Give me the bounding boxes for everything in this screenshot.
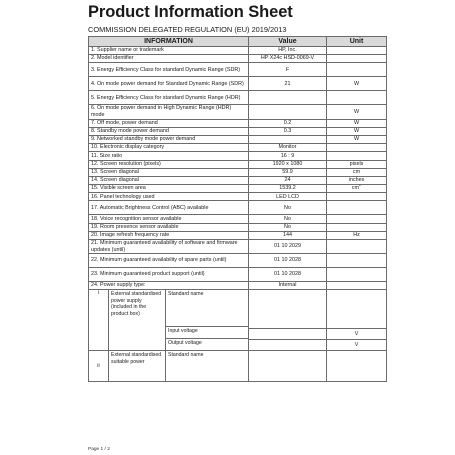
- row-value: LED LCD: [249, 193, 327, 201]
- row-unit: [327, 77, 387, 91]
- ps-ii-unit: [327, 351, 387, 382]
- table-row: [89, 127, 387, 135]
- row-label: 17. Automatic Brightness Control (ABC) available: [89, 201, 249, 215]
- row-label: 13. Screen diagonal: [89, 168, 249, 176]
- row-value: Monitor: [249, 144, 327, 152]
- row-label: 14. Screen diagonal: [89, 176, 249, 184]
- row-unit-superscript: 2: [358, 184, 362, 188]
- table-row: [89, 176, 387, 184]
- row-value: HP, Inc.: [249, 47, 327, 55]
- row-value: 01 10 2029: [249, 240, 327, 254]
- row-unit-text: pixels: [349, 160, 364, 167]
- ps-i-output-voltage: Output voltage: [168, 340, 202, 347]
- row-unit: [327, 135, 387, 143]
- ps-ii-cell: [109, 351, 249, 382]
- row-label: 1. Supplier name or trademark: [89, 47, 249, 55]
- ps-i-standard-name-row: [89, 290, 387, 328]
- row-value: No: [249, 223, 327, 231]
- row-value: No: [249, 201, 327, 215]
- row-unit: [327, 176, 387, 184]
- row-unit-text: W: [353, 119, 360, 126]
- row-unit: [327, 144, 387, 152]
- row-value: 1539.2: [249, 185, 327, 193]
- table-row: [89, 55, 387, 63]
- table-row: [89, 160, 387, 168]
- ps-i-output-voltage-value: [249, 340, 327, 351]
- header-information: INFORMATION: [89, 37, 249, 47]
- row-label: 20. Image refresh frequency rate: [89, 231, 249, 239]
- row-value: 16 : 9: [249, 152, 327, 160]
- row-label: 9. Networked standby mode power demand: [89, 135, 249, 143]
- row-label: 3. Energy Efficiency Class for standard Dynamic Range (SDR): [89, 63, 249, 77]
- regulation-subtitle: COMMISSION DELEGATED REGULATION (EU) 2019/2013: [88, 25, 287, 34]
- row-label: 23. Minimum guaranteed product support (until): [89, 268, 249, 282]
- row-unit: [327, 152, 387, 160]
- table-row: [89, 105, 387, 119]
- row-label: 2. Model identifier: [89, 55, 249, 63]
- table-row: [89, 254, 387, 268]
- table-row: [89, 91, 387, 105]
- row-value: [249, 135, 327, 143]
- table-row: [89, 240, 387, 254]
- row-value: 0.3: [249, 127, 327, 135]
- row-label: 19. Room presence sensor available: [89, 223, 249, 231]
- row-unit-text: Hz: [353, 232, 360, 239]
- row-value: 0.2: [249, 119, 327, 127]
- row-unit: [327, 254, 387, 268]
- header-value: Value: [249, 37, 327, 47]
- row-unit-text: W: [353, 108, 360, 115]
- table-row: [89, 77, 387, 91]
- row-value: HP X24c HSD-0069-V: [249, 55, 327, 63]
- table-row: [89, 63, 387, 77]
- row-value: [249, 105, 327, 119]
- row-label: 15. Visible screen area: [89, 185, 249, 193]
- row-value: 24: [249, 176, 327, 184]
- row-label: 10. Electronic display category: [89, 144, 249, 152]
- row-unit: [327, 223, 387, 231]
- table-row: [89, 231, 387, 239]
- row-label: 12. Screen resolution (pixels): [89, 160, 249, 168]
- row-label: 8. Standby mode power demand: [89, 127, 249, 135]
- row-unit: [327, 160, 387, 168]
- row-unit: [327, 63, 387, 77]
- row-unit: [327, 168, 387, 176]
- ps-i-input-voltage: Input voltage: [166, 327, 248, 339]
- row-value: 144: [249, 231, 327, 239]
- table-row: [89, 119, 387, 127]
- row-label: 22. Minimum guaranteed availability of spare parts (until): [89, 254, 249, 268]
- row-unit-text: W: [353, 136, 360, 143]
- ps-i-output-voltage-unit: V: [327, 340, 387, 351]
- ps-i-marker: i: [89, 290, 109, 351]
- table-row: [89, 223, 387, 231]
- ps-i-standard-name: Standard name: [166, 290, 248, 327]
- row-value: No: [249, 215, 327, 223]
- ps-ii-standard-name: Standard name: [168, 352, 204, 359]
- row-label: 4. On mode power demand for Standard Dynamic Range (SDR): [89, 77, 249, 91]
- ps-i-cell: [109, 290, 249, 351]
- row-unit-text: W: [353, 128, 360, 135]
- ps-ii-label: External standardised suitable power: [109, 351, 166, 381]
- ps-ii-marker: ii: [89, 351, 109, 382]
- row-value: Internal: [249, 282, 327, 290]
- ps-i-label: External standardised power supply (included in the product box): [109, 290, 166, 350]
- row-label: 21. Minimum guaranteed availability of software and firmware updates (until): [89, 240, 249, 254]
- table-row: [89, 168, 387, 176]
- table-header-row: [89, 37, 387, 47]
- table-row: [89, 47, 387, 55]
- row-unit: [327, 193, 387, 201]
- row-value: 59.9: [249, 168, 327, 176]
- row-unit-text: inches: [348, 177, 365, 184]
- row-label: 6. On mode power demand in High Dynamic Range (HDR) mode: [89, 105, 249, 119]
- row-unit: [327, 119, 387, 127]
- table-row: [89, 282, 387, 290]
- row-unit: [327, 201, 387, 215]
- table-row: [89, 152, 387, 160]
- ps-i-input-voltage-value: [249, 328, 327, 339]
- table-row: [89, 215, 387, 223]
- row-unit-text: cm: [351, 185, 359, 192]
- row-unit: [327, 185, 387, 193]
- ps-ii-row: [89, 351, 387, 382]
- ps-i-input-voltage-unit: V: [327, 328, 387, 339]
- row-unit: [327, 282, 387, 290]
- row-label: 16. Panel technology used: [89, 193, 249, 201]
- row-label: 11. Size ratio: [89, 152, 249, 160]
- power-supply-details: [89, 290, 387, 382]
- table-row: [89, 185, 387, 193]
- table-row: [89, 144, 387, 152]
- ps-i-standard-name-unit: [327, 290, 387, 328]
- ps-i-standard-name-value: [249, 290, 327, 328]
- page-footer: Page 1 / 2: [88, 447, 110, 452]
- row-unit: [327, 91, 387, 105]
- row-unit-text: cm: [352, 168, 361, 175]
- row-unit-text: W: [353, 80, 360, 87]
- table-row: [89, 268, 387, 282]
- row-unit: [327, 55, 387, 63]
- spec-table: [88, 36, 387, 382]
- row-value: 01 10 2028: [249, 268, 327, 282]
- row-value: 01 10 2028: [249, 254, 327, 268]
- row-unit: [327, 240, 387, 254]
- row-value: [249, 91, 327, 105]
- row-label: 24. Power supply type:: [89, 282, 249, 290]
- row-label: 7. Off mode, power demand: [89, 119, 249, 127]
- ps-ii-value: [249, 351, 327, 382]
- row-unit: [327, 215, 387, 223]
- row-unit: [327, 127, 387, 135]
- row-unit: [327, 231, 387, 239]
- row-value: F: [249, 63, 327, 77]
- row-value: 1920 x 1080: [249, 160, 327, 168]
- table-row: [89, 201, 387, 215]
- row-value: 21: [249, 77, 327, 91]
- header-unit: Unit: [327, 37, 387, 47]
- row-label: 5. Energy Efficiency Class for standard Dynamic Range (HDR): [89, 91, 249, 105]
- row-unit: [327, 268, 387, 282]
- spec-rows: [89, 47, 387, 290]
- row-unit: [327, 47, 387, 55]
- row-unit: [327, 105, 387, 119]
- page-title: Product Information Sheet: [88, 3, 293, 21]
- table-row: [89, 135, 387, 143]
- row-label: 18. Voice recognition sensor available: [89, 215, 249, 223]
- table-row: [89, 193, 387, 201]
